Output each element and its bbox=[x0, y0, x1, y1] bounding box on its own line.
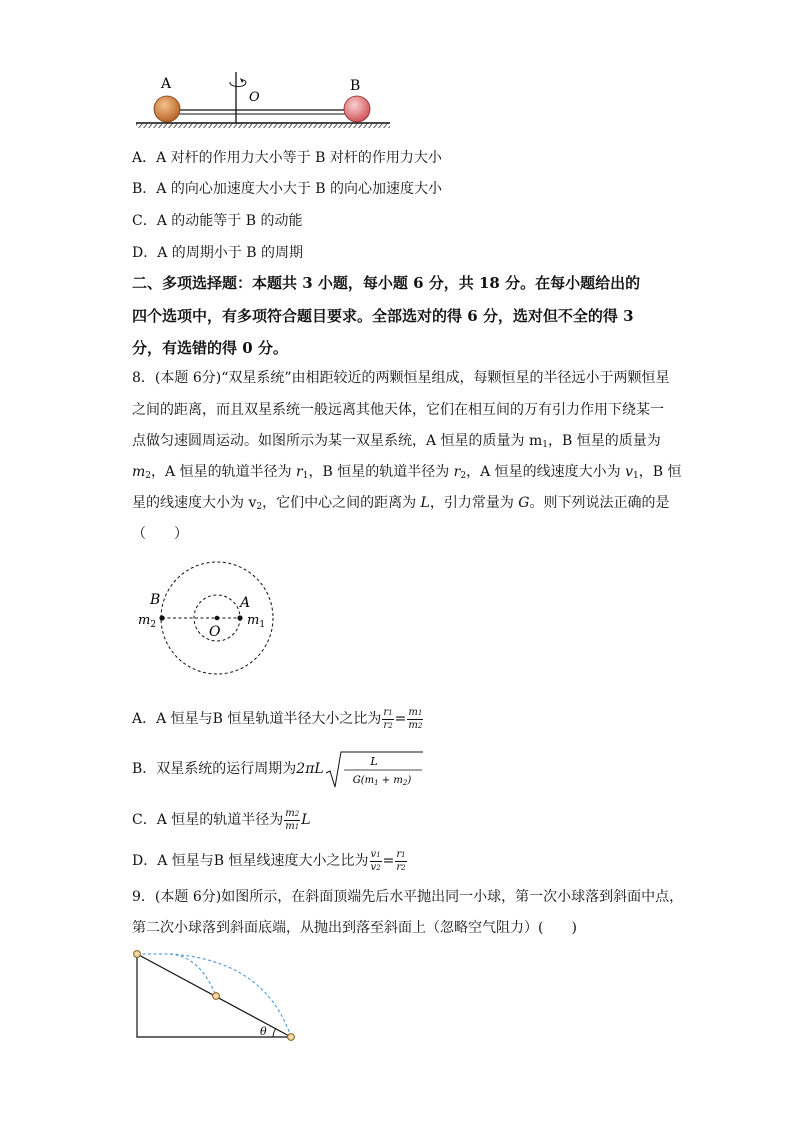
q8-option-d: D．A 恒星与B 恒星线速度大小之比为 $\frac{v1}{v2}$ = $\frac{r1}{r2}$ bbox=[132, 848, 406, 873]
binary-star-figure bbox=[134, 555, 284, 685]
q8-option-a: A．A 恒星与B 恒星轨道半径大小之比为 $\frac{r1}{r2}$ = $\frac{m1}{m2}$ bbox=[132, 706, 423, 731]
svg-text:L: L bbox=[370, 755, 378, 768]
q9-line-1: 9．(本题 6分)如图所示，在斜面顶端先后水平抛出同一小球，第一次小球落到斜面中点， bbox=[132, 889, 684, 905]
q7-option-a: A．A 对杆的作用力大小等于 B 对杆的作用力大小 bbox=[132, 150, 442, 166]
q7-option-d: D．A 的周期小于 B 的周期 bbox=[132, 245, 303, 261]
label-theta: θ bbox=[260, 1025, 267, 1038]
rotation-arrow-icon bbox=[230, 80, 246, 87]
label-m1: $m_1$ bbox=[247, 613, 266, 630]
q8-option-c: C．A 恒星的轨道半径为 $\frac{m2}{m1}$ L bbox=[132, 807, 311, 832]
label-b: B bbox=[350, 78, 361, 94]
ball-a bbox=[154, 96, 180, 122]
ball-b bbox=[344, 96, 370, 122]
q8-line-6: （ ） bbox=[132, 526, 188, 542]
section-2-line-1: 二、多项选择题：本题共 3 小题，每小题 6 分，共 18 分。在每小题给出的 bbox=[132, 274, 641, 292]
ball-top bbox=[134, 951, 141, 958]
label-a: A bbox=[161, 76, 172, 92]
label-star-a: A bbox=[240, 595, 251, 611]
center-o bbox=[215, 616, 220, 621]
label-m2: $m_2$ bbox=[138, 613, 157, 630]
section-2-line-2: 四个选项中，有多项符合题目要求。全部选对的得 6 分，选对但不全的得 3 bbox=[132, 307, 634, 325]
star-b bbox=[159, 615, 164, 620]
q8-line-3: 点做匀速圆周运动。如图所示为某一双星系统，A 恒星的质量为 $m_1$，B 恒星的质量为 bbox=[132, 433, 661, 450]
q8-option-b: B．双星系统的运行周期为2πL L $G(m_1 + m_2)$ bbox=[132, 749, 424, 789]
ball-mid bbox=[213, 993, 220, 1000]
label-star-b: B bbox=[150, 592, 161, 608]
rod-balls-figure bbox=[132, 70, 394, 132]
section-2-line-3: 分，有选错的得 0 分。 bbox=[132, 339, 288, 357]
svg-text:G(m1 + m2): $G(m_1 + m_2)$ bbox=[352, 775, 411, 787]
label-center-o: O bbox=[209, 624, 221, 640]
q8-line-2: 之间的距离，而且双星系统一般远离其他天体，它们在相互间的万有引力作用下绕某一 bbox=[132, 402, 664, 418]
ball-bottom bbox=[288, 1034, 295, 1041]
label-o: O bbox=[249, 90, 260, 105]
q8-line-1: 8．(本题 6分)“双星系统”由相距较近的两颗恒星组成，每颗恒星的半径远小于两颗恒星 bbox=[132, 370, 670, 386]
star-a bbox=[237, 615, 242, 620]
q8-line-4: $m_2$，A 恒星的轨道半径为 $r_1$，B 恒星的轨道半径为 $r_2$，A 恒星的线速度大小为 $v_1$，B 恒 bbox=[132, 464, 682, 481]
q8-line-5: 星的线速度大小为 $v_2$，它们中心之间的距离为 L，引力常量为 G。则下列说法正确的是 bbox=[132, 495, 670, 512]
q9-line-2: 第二次小球落到斜面底端，从抛出到落至斜面上（忽略空气阻力）( ) bbox=[132, 920, 577, 936]
q7-option-c: C．A 的动能等于 B 的动能 bbox=[132, 213, 303, 229]
q7-option-b: B．A 的向心加速度大小大于 B 的向心加速度大小 bbox=[132, 181, 443, 197]
incline-figure bbox=[130, 948, 300, 1044]
